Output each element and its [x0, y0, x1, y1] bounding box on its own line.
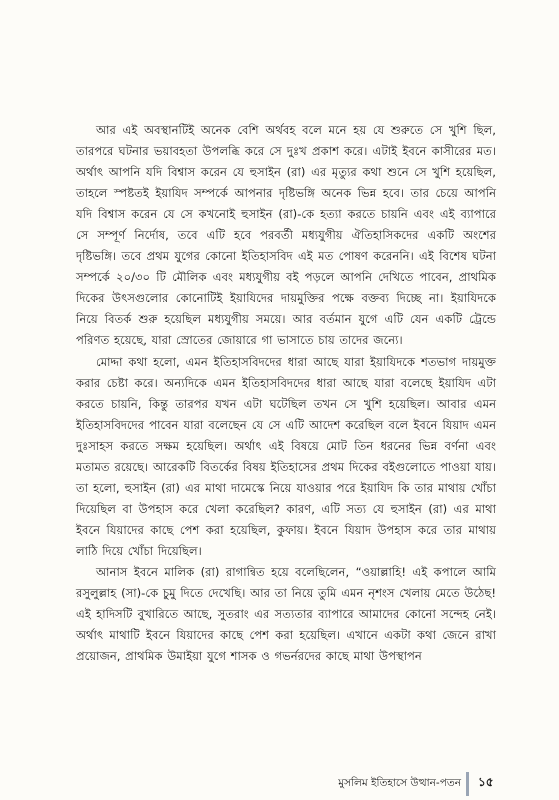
body-text [76, 120, 496, 667]
paragraph: আর এই অবস্থানটিই অনেক বেশি অর্থবহ বলে মনে হয় যে শুরুতে সে খুশি ছিল, তারপরে ঘটনার ভয়াবহতা উপলব্ধি করে সে দুঃখ প্রকাশ করে। এটাই ইবনে কাসীরের মত। অর্থাৎ আপনি যদি বিশ্বাস করেন যে হুসাইন (রা) এর মৃত্যুর কথা শুনে সে খুশি হয়েছিল, তাহলে স্পষ্টতই ইয়াযিদ সম্পর্কে আপনার দৃষ্টিভঙ্গি অনেক ভিন্ন হবে। তার চেয়ে আপনি যদি বিশ্বাস করেন যে সে কখনোই হুসাইন (রা)-কে হত্যা করতে চায়নি এবং এই ব্যাপারে সে সম্পূর্ণ নির্দোষ, তবে এটি হবে পরবর্তী মধ্যযুগীয় ঐতিহাসিকদের একটি অংশের দৃষ্টিভঙ্গি। তবে প্রথম যুগের কোনো ইতিহাসবিদ এই মত পোষণ করেননি। এই বিশেষ ঘটনা সম্পর্কে ২০/৩০ টি মৌলিক এবং মধ্যযুগীয় বই পড়লে আপনি দেখিতে পাবেন, প্রাথমিক দিকের উৎসগুলোর কোনোটিই ইয়াযিদের দায়মুক্তির পক্ষে বক্তব্য দিচ্ছে না। ইয়াযিদকে নিয়ে বিতর্ক শুরু হয়েছিল মধ্যযুগীয় সময়ে। আর বর্তমান যুগে এটি যেন একটি ট্রেন্ডে পরিণত হয়েছে, যারা স্রোতের জোয়ারে গা ভাসাতে চায় তাদের জন্যে। [76, 123, 496, 348]
page-footer [0, 770, 559, 800]
paragraph: মোদ্দা কথা হলো, এমন ইতিহাসবিদদের ধারা আছে যারা ইয়াযিদকে শতভাগ দায়মুক্ত করার চেষ্টা করে। অন্যদিকে এমন ইতিহাসবিদদের ধারা আছে যারা বলেছে ইয়াযিদ এটা করতে চায়নি, কিন্তু তারপর যখন এটা ঘটেছিল তখন সে খুশি হয়েছিল। আবার এমন ইতিহাসবিদদের পাবেন যারা বলেছেন যে সে এটি আদেশ করেছিল বলে ইবনে যিয়াদ এমন দুঃসাহস করতে সক্ষম হয়েছিল। অর্থাৎ এই বিষয়ে মোট তিন ধরনের ভিন্ন বর্ণনা এবং মতামত রয়েছে। আরেকটি বিতর্কের বিষয় ইতিহাসের প্রথম দিকের বইগুলোতে পাওয়া যায়। তা হলো, হুসাইন (রা) এর মাথা দামেস্কে নিয়ে যাওয়ার পরে ইয়াযিদ কি তার মাথায় খোঁচা দিয়েছিল বা উপহাস করে খেলা করেছিল? কারণ, এটি সত্য যে হুসাইন (রা) এর মাথা ইবনে যিয়াদের কাছে পেশ করা হয়েছিল, কুফায়। ইবনে যিয়াদ উপহাস করে তার মাথায় লাঠি দিয়ে খোঁচা দিয়েছিল। [76, 354, 496, 558]
paragraph: আনাস ইবনে মালিক (রা) রাগান্বিত হয়ে বলেছিলেন, “ওয়াল্লাহি! এই কপালে আমি রসুলুল্লাহ (সা)-কে চুমু দিতে দেখেছি। আর তা নিয়ে তুমি এমন নৃশংস খেলায় মেতে উঠেছ! এই হাদিসটি বুখারিতে আছে, সুতরাং এর সত্যতার ব্যাপারে আমাদের কোনো সন্দেহ নেই। অর্থাৎ মাথাটি ইবনে যিয়াদের কাছে পেশ করা হয়েছিল। এখানে একটা কথা জেনে রাখা প্রয়োজন, প্রাথমিক উমাইয়া যুগে শাসক ও গভর্নরদের কাছে মাথা উপস্থাপন [76, 564, 496, 664]
footer-divider [466, 772, 469, 796]
running-title: মুসলিম ইতিহাসে উত্থান-পতন [338, 777, 461, 789]
page-number: ১৫ [478, 775, 494, 789]
